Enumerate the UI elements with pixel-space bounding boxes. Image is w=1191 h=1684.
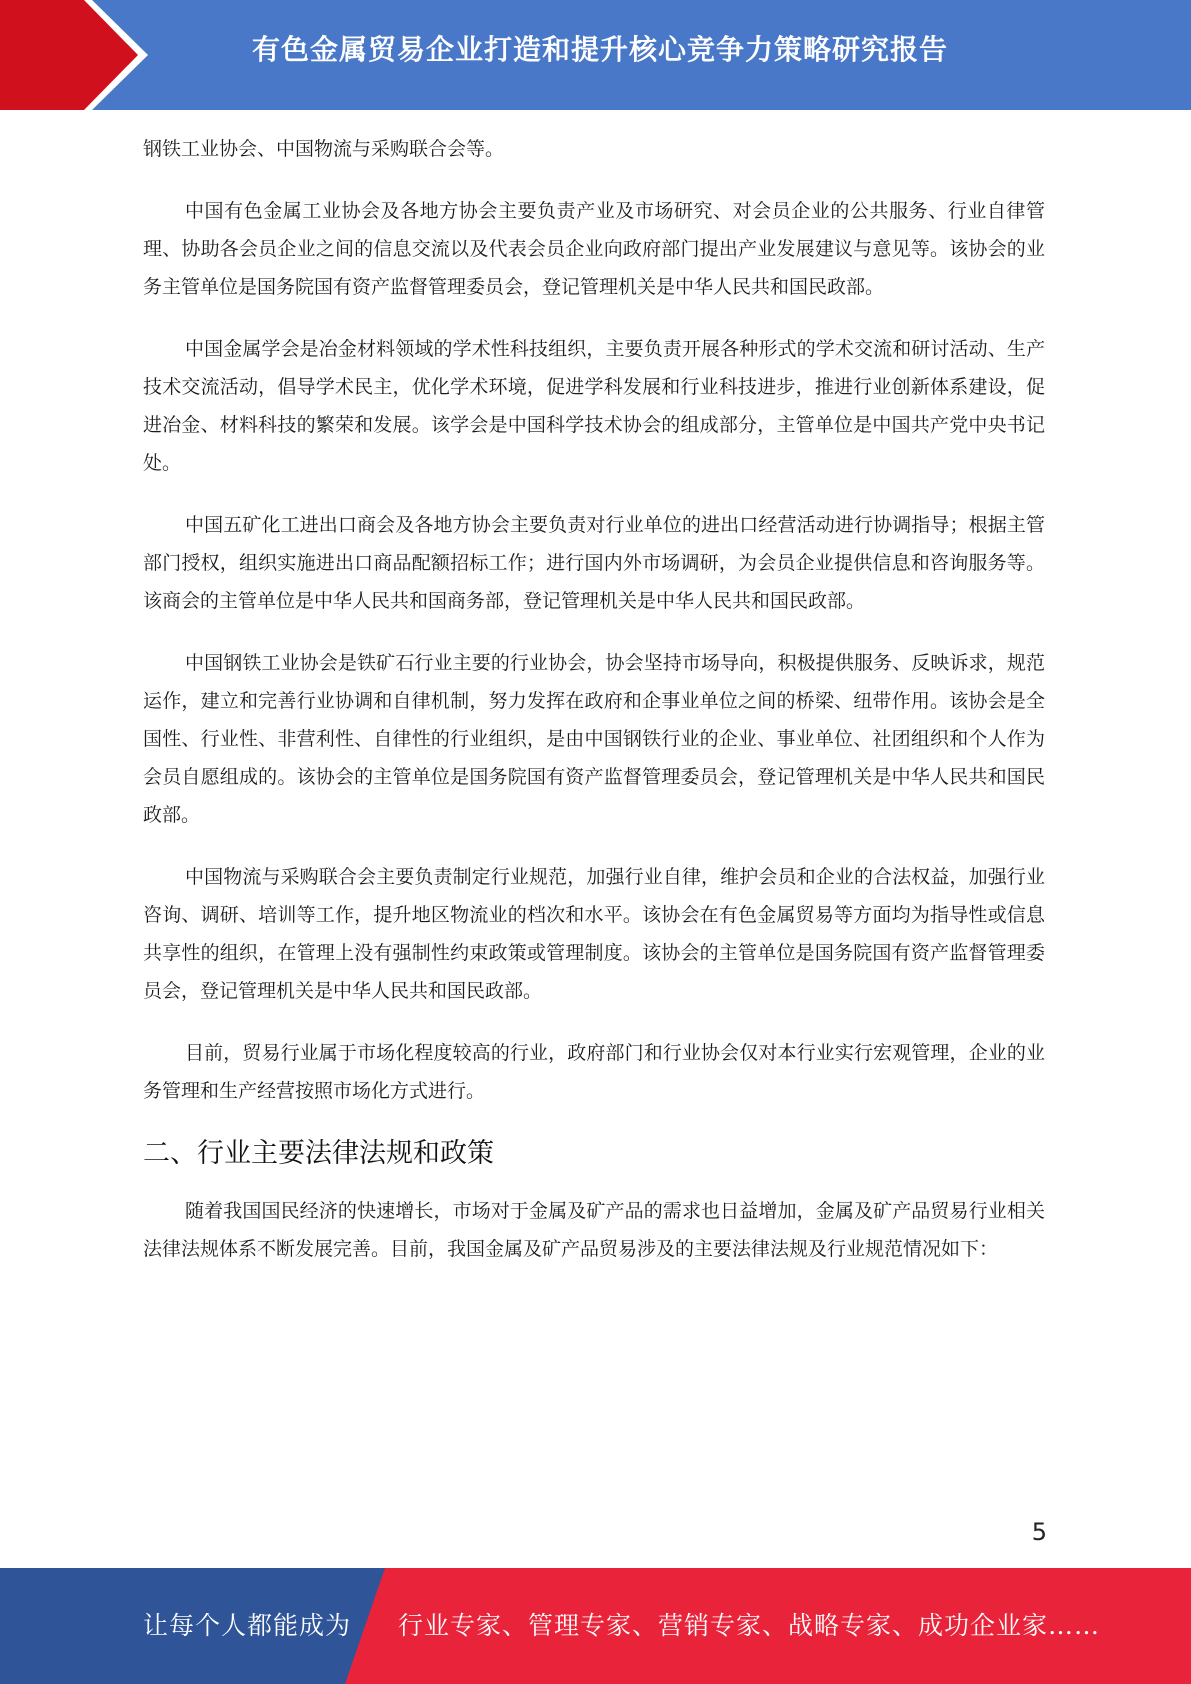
paragraph: 目前，贸易行业属于市场化程度较高的行业，政府部门和行业协会仅对本行业实行宏观管理，企业的业务管理和生产经营按照市场化方式进行。	[143, 1042, 1045, 1102]
paragraph: 中国有色金属工业协会及各地方协会主要负责产业及市场研究、对会员企业的公共服务、行业自律管理、协助各会员企业之间的信息交流以及代表会员企业向政府部门提出产业发展建议与意见等。该协会的业务主管单位是国务院国有资产监督管理委员会，登记管理机关是中华人民共和国民政部。	[143, 200, 1045, 298]
footer-banner	[0, 1568, 1191, 1684]
paragraph: 中国金属学会是冶金材料领域的学术性科技组织，主要负责开展各种形式的学术交流和研讨活动、生产技术交流活动，倡导学术民主，优化学术环境，促进学科发展和行业科技进步，推进行业创新体系建设，促进冶金、材料科技的繁荣和发展。该学会是中国科学技术协会的组成部分，主管单位是中国共产党中央书记处。	[143, 338, 1045, 474]
paragraphs-after-heading	[143, 1192, 1045, 1268]
paragraphs-before-heading	[143, 130, 1045, 1110]
section-heading: 二、行业主要法律法规和政策	[143, 1138, 494, 1169]
document-title: 有色金属贸易企业打造和提升核心竞争力策略研究报告	[251, 33, 948, 66]
paragraph: 中国五矿化工进出口商会及各地方协会主要负责对行业单位的进出口经营活动进行协调指导；根据主管部门授权，组织实施进出口商品配额招标工作；进行国内外市场调研，为会员企业提供信息和咨询服务等。该商会的主管单位是中华人民共和国商务部，登记管理机关是中华人民共和国民政部。	[143, 514, 1045, 612]
paragraph: 中国物流与采购联合会主要负责制定行业规范，加强行业自律，维护会员和企业的合法权益，加强行业咨询、调研、培训等工作，提升地区物流业的档次和水平。该协会在有色金属贸易等方面均为指导性或信息共享性的组织，在管理上没有强制性约束政策或管理制度。该协会的主管单位是国务院国有资产监督管理委员会，登记管理机关是中华人民共和国民政部。	[143, 866, 1045, 1002]
paragraph: 随着我国国民经济的快速增长，市场对于金属及矿产品的需求也日益增加，金属及矿产品贸易行业相关法律法规体系不断发展完善。目前，我国金属及矿产品贸易涉及的主要法律法规及行业规范情况如下：	[143, 1200, 1045, 1260]
footer-slogan-right: 行业专家、管理专家、营销专家、战略专家、成功企业家……	[398, 1611, 1101, 1640]
header-banner	[0, 0, 1191, 110]
header-red-chevron	[0, 0, 148, 110]
paragraph: 钢铁工业协会、中国物流与采购联合会等。	[143, 138, 505, 160]
paragraph: 中国钢铁工业协会是铁矿石行业主要的行业协会，协会坚持市场导向，积极提供服务、反映诉求，规范运作，建立和完善行业协调和自律机制，努力发挥在政府和企事业单位之间的桥梁、纽带作用。该协会是全国性、行业性、非营利性、自律性的行业组织，是由中国钢铁行业的企业、事业单位、社团组织和个人作为会员自愿组成的。该协会的主管单位是国务院国有资产监督管理委员会，登记管理机关是中华人民共和国民政部。	[143, 652, 1045, 826]
footer-slogan-left: 让每个人都能成为	[143, 1611, 352, 1640]
page-number: 5	[1031, 1518, 1047, 1546]
document-body	[143, 130, 1045, 1292]
